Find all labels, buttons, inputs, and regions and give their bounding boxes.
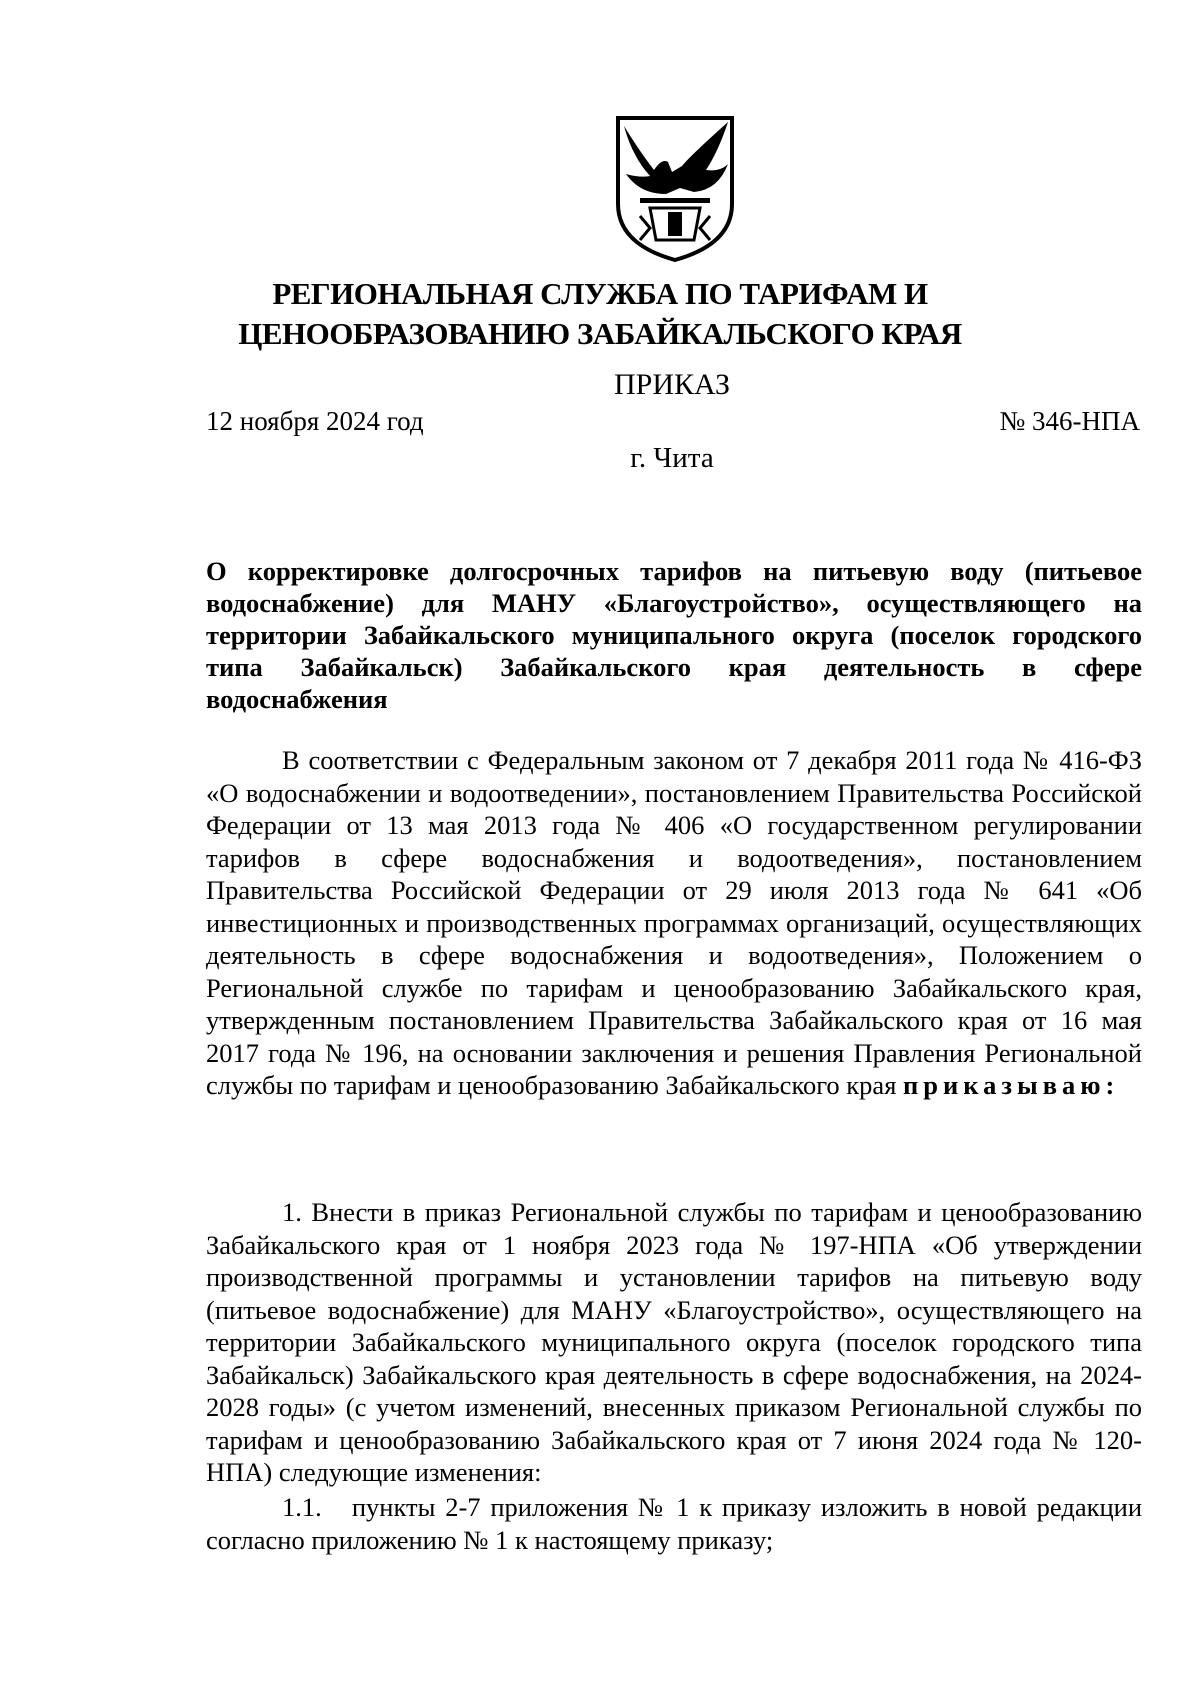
organization-name-line2: ЦЕНООБРАЗОВАНИЮ ЗАБАЙКАЛЬСКОГО КРАЯ (238, 316, 962, 351)
preamble-paragraph (206, 744, 1142, 1102)
organization-name (0, 274, 1200, 354)
preamble-text: В соответствии с Федеральным законом от 7 декабря 2011 года № 416-ФЗ «О водоснабжении и водоотведении», постановлением Правительства Российской Федерации от 13 мая 2013 года № 406 «О государственном регулировании тарифов в сфере водоснабжения и водоотведения», постановлением Правительства Российской Федерации от 29 июля 2013 года № 641 «Об инвестиционных и производственных программах организаций, осуществляющих деятельность в сфере водоснабжения и водоотведения», Положением о Региональной службе по тарифам и ценообразованию Забайкальского края, утвержденным постановлением Правительства Забайкальского края от 16 мая 2017 года № 196, на основании заключения и решения Правления Региональной службы по тарифам и ценообразованию Забайкальского края (206, 745, 1142, 1100)
document-number: № 346-НПА (999, 406, 1140, 436)
item-1-1-paragraph (206, 1491, 1142, 1556)
organization-name-line1: РЕГИОНАЛЬНАЯ СЛУЖБА ПО ТАРИФАМ И (272, 276, 928, 311)
order-keyword: приказываю: (903, 1070, 1120, 1100)
document-city: г. Чита (630, 442, 714, 474)
item-1-1-number: 1.1. (282, 1492, 322, 1522)
item-1-1-text: пункты 2-7 приложения № 1 к приказу изложить в новой редакции согласно приложению № 1 к настоящему приказу; (206, 1492, 1143, 1555)
document-type: ПРИКАЗ (614, 368, 730, 401)
coat-of-arms-eagle-icon (610, 112, 740, 264)
document-date: 12 ноября 2024 год (206, 406, 424, 436)
item-1-paragraph: 1. Внести в приказ Региональной службы по тарифам и ценообразованию Забайкальского края от 1 ноября 2023 года № 197-НПА «Об утверждении производственной программы и установлении тарифов на питьевую воду (питьевое водоснабжение) для МАНУ «Благоустройство», осуществляющего на территории Забайкальского муниципального округа (поселок городского типа Забайкальск) Забайкальского края деятельность в сфере водоснабжения, на 2024-2028 годы» (с учетом изменений, внесенных приказом Региональной службы по тарифам и ценообразованию Забайкальского края от 7 июня 2024 года № 120-НПА) следующие изменения: (206, 1197, 1142, 1487)
document-title: О корректировке долгосрочных тарифов на питьевую воду (питьевое водоснабжение) для МАНУ «Благоустройство», осуществляющего на территории Забайкальского муниципального округа (поселок городского типа Забайкальск) Забайкальского края деятельность в сфере водоснабжения (206, 556, 1142, 714)
